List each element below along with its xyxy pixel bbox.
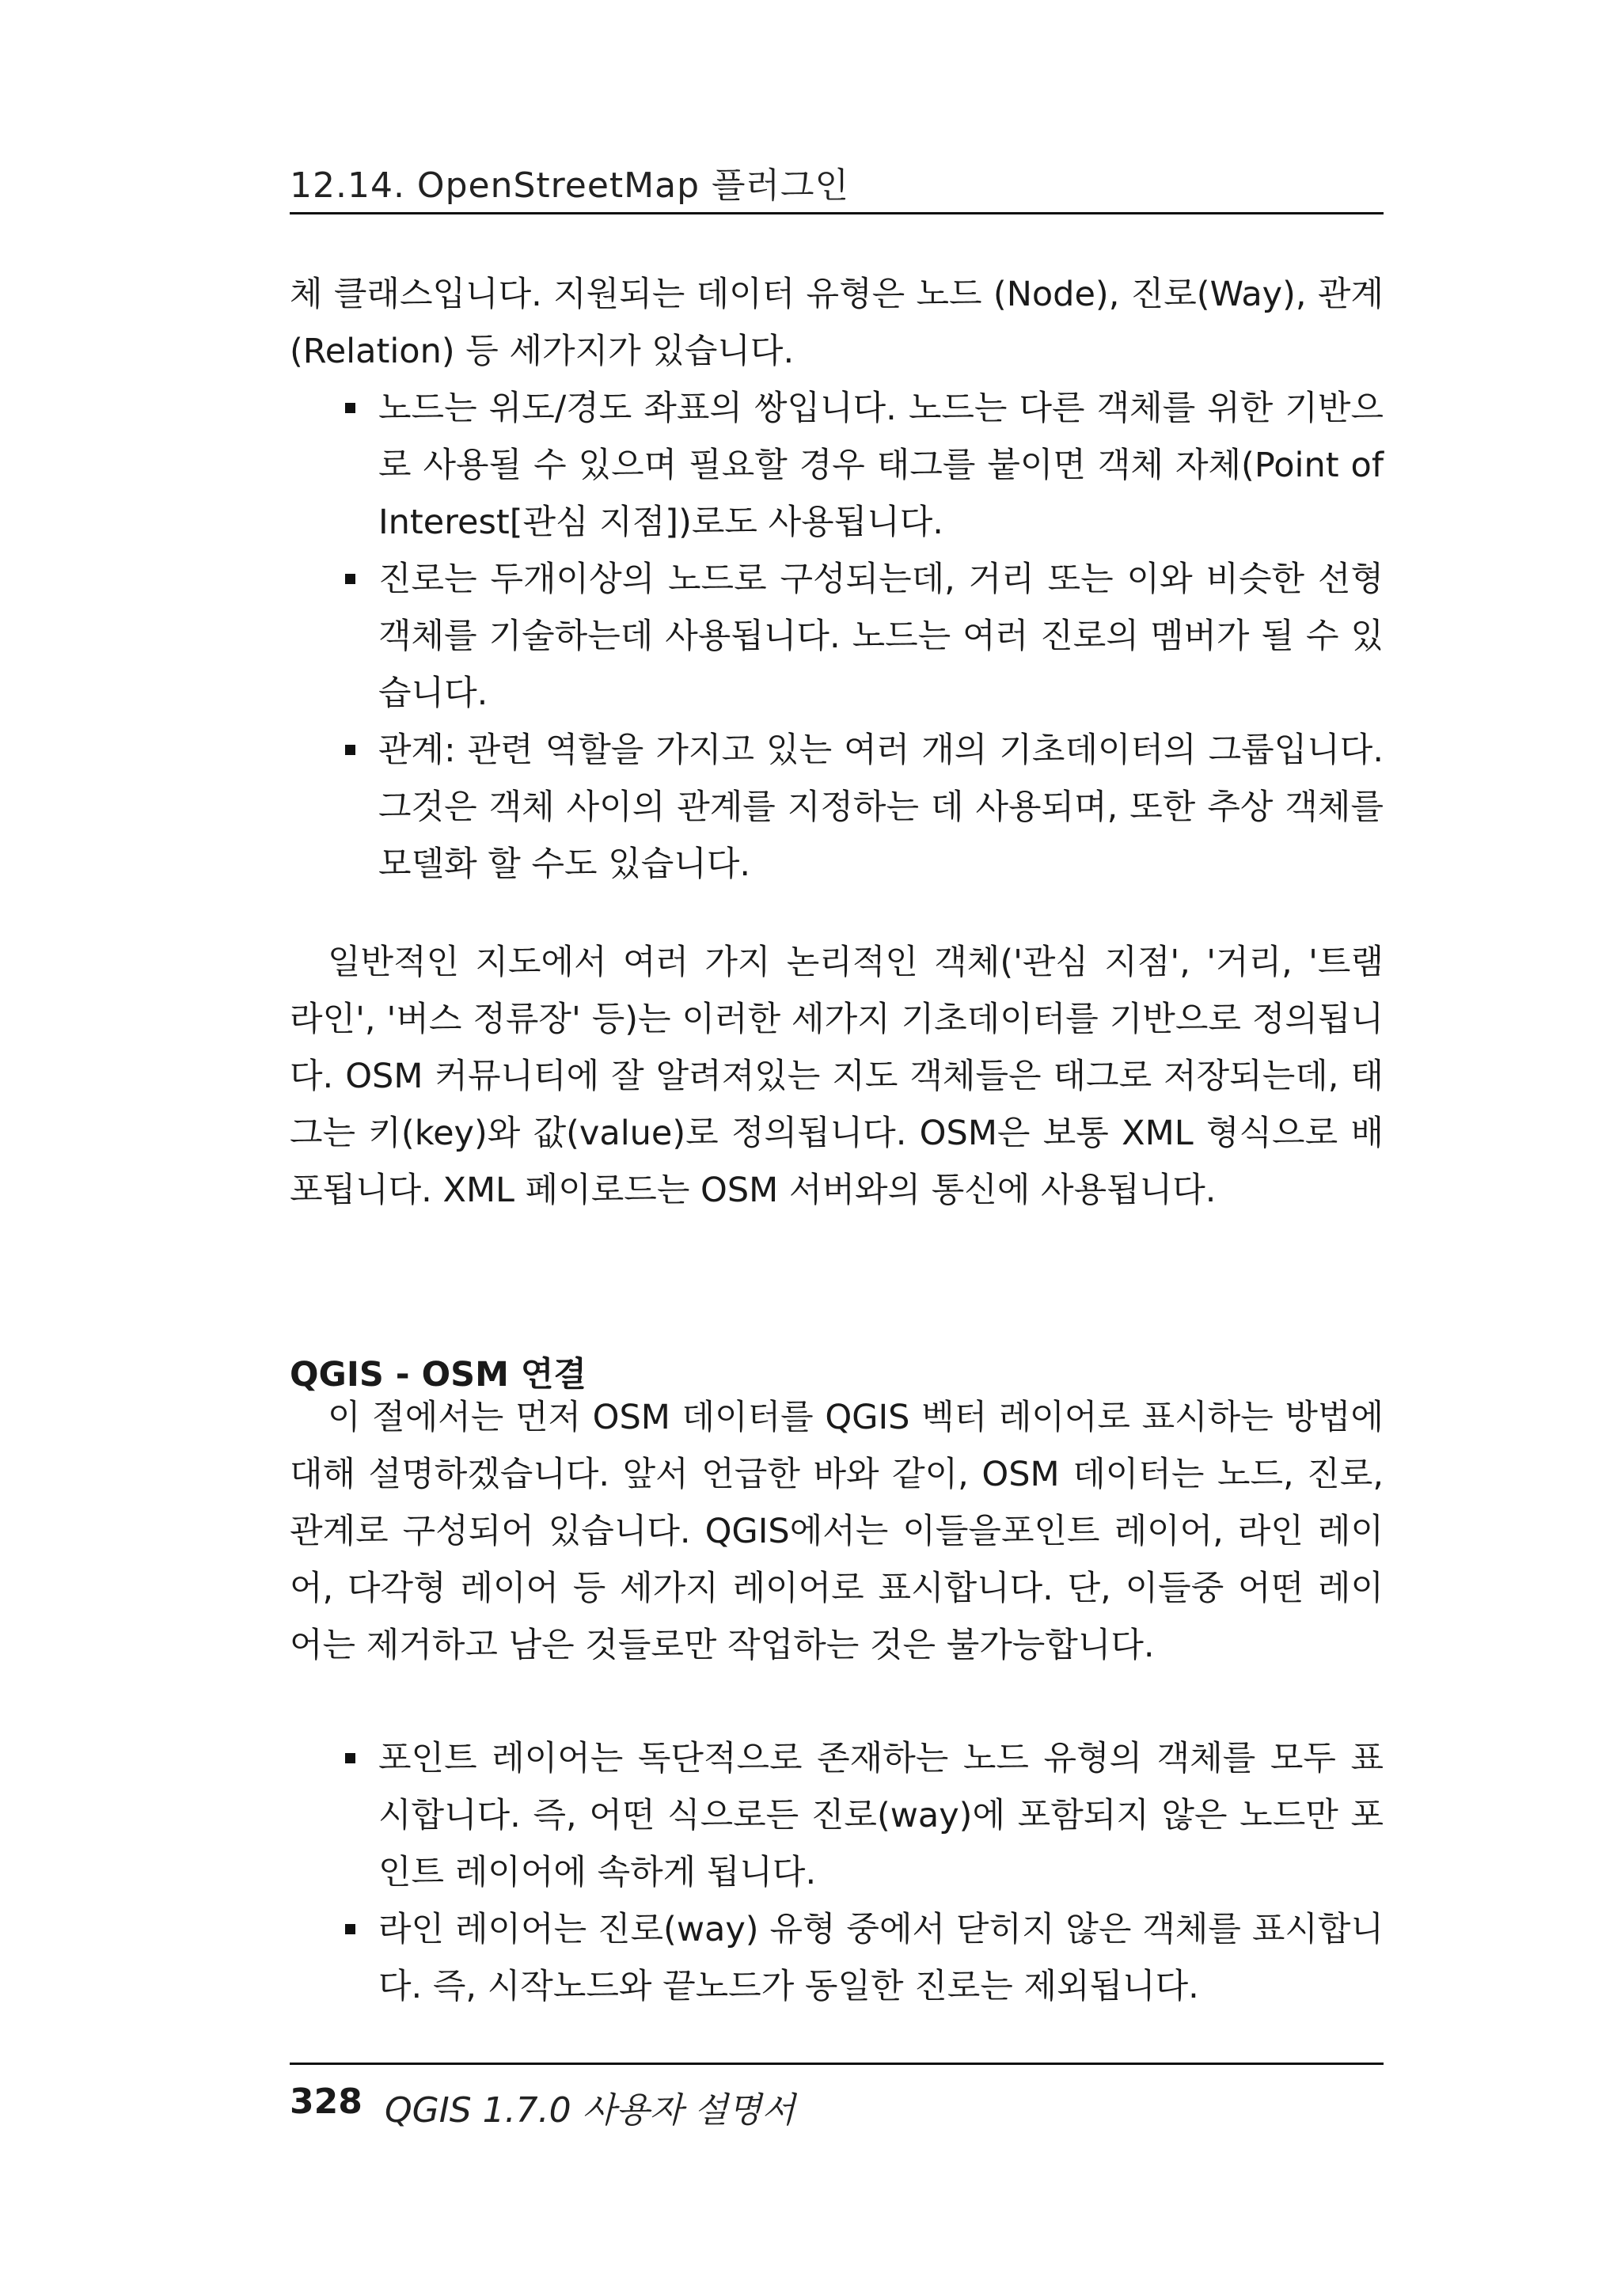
data-type-list (345, 380, 1384, 893)
list-item-point-layer: 포인트 레이어는 독단적으로 존재하는 노드 유형의 객체를 모두 표시합니다. 즉, 어떤 식으로든 진로(way)에 포함되지 않은 노드만 포인트 레이어에 속하게 됩니다. (345, 1730, 1384, 1901)
list-item-relation: 관계: 관련 역할을 가지고 있는 여러 개의 기초데이터의 그룹입니다. 그것은 객체 사이의 관계를 지정하는 데 사용되며, 또한 추상 객체를 모델화 할 수도 있습니다. (345, 722, 1384, 893)
layer-list (345, 1730, 1384, 2015)
page-number: 328 (290, 2082, 363, 2122)
list-item-way: 진로는 두개이상의 노드로 구성되는데, 거리 또는 이와 비슷한 선형 객체를 기술하는데 사용됩니다. 노드는 여러 진로의 멤버가 될 수 있습니다. (345, 551, 1384, 722)
section-title: QGIS - OSM 연결 (290, 1355, 587, 1395)
list-item-node: 노드는 위도/경도 좌표의 쌍입니다. 노드는 다른 객체를 위한 기반으로 사용될 수 있으며 필요할 경우 태그를 붙이면 객체 자체(Point of Interest[관심 지점])로도 사용됩니다. (345, 380, 1384, 551)
list-item-line-layer: 라인 레이어는 진로(way) 유형 중에서 닫히지 않은 객체를 표시합니다. 즉, 시작노드와 끝노드가 동일한 진로는 제외됩니다. (345, 1901, 1384, 2015)
section-paragraph: 이 절에서는 먼저 OSM 데이터를 QGIS 벡터 레이어로 표시하는 방법에 대해 설명하겠습니다. 앞서 언급한 바와 같이, OSM 데이터는 노드, 진로, 관계로 구성되어 있습니다. QGIS에서는 이들을포인트 레이어, 라인 레이어, 다각형 레이어 등 세가지 레이어로 표시합니다. 단, 이들중 어떤 레이어는 제거하고 남은 것들로만 작업하는 것은 불가능합니다. (290, 1398, 1384, 1665)
header-rule (290, 212, 1384, 214)
intro-paragraph: 체 클래스입니다. 지원되는 데이터 유형은 노드 (Node), 진로(Way), 관계(Relation) 등 세가지가 있습니다. (290, 275, 1384, 371)
general-paragraph: 일반적인 지도에서 여러 가지 논리적인 객체('관심 지점', '거리, '트램 라인', '버스 정류장' 등)는 이러한 세가지 기초데이터를 기반으로 정의됩니다. OSM 커뮤니티에 잘 알려져있는 지도 객체들은 태그로 저장되는데, 태그는 키(key)와 값(value)로 정의됩니다. OSM은 보통 XML 형식으로 배포됩니다. XML 페이로드는 OSM 서버와의 통신에 사용됩니다. (290, 943, 1384, 1210)
footer-rule (290, 2063, 1384, 2065)
book-title: QGIS 1.7.0 사용자 설명서 (385, 2090, 795, 2131)
running-header: 12.14. OpenStreetMap 플러그인 (290, 165, 850, 206)
